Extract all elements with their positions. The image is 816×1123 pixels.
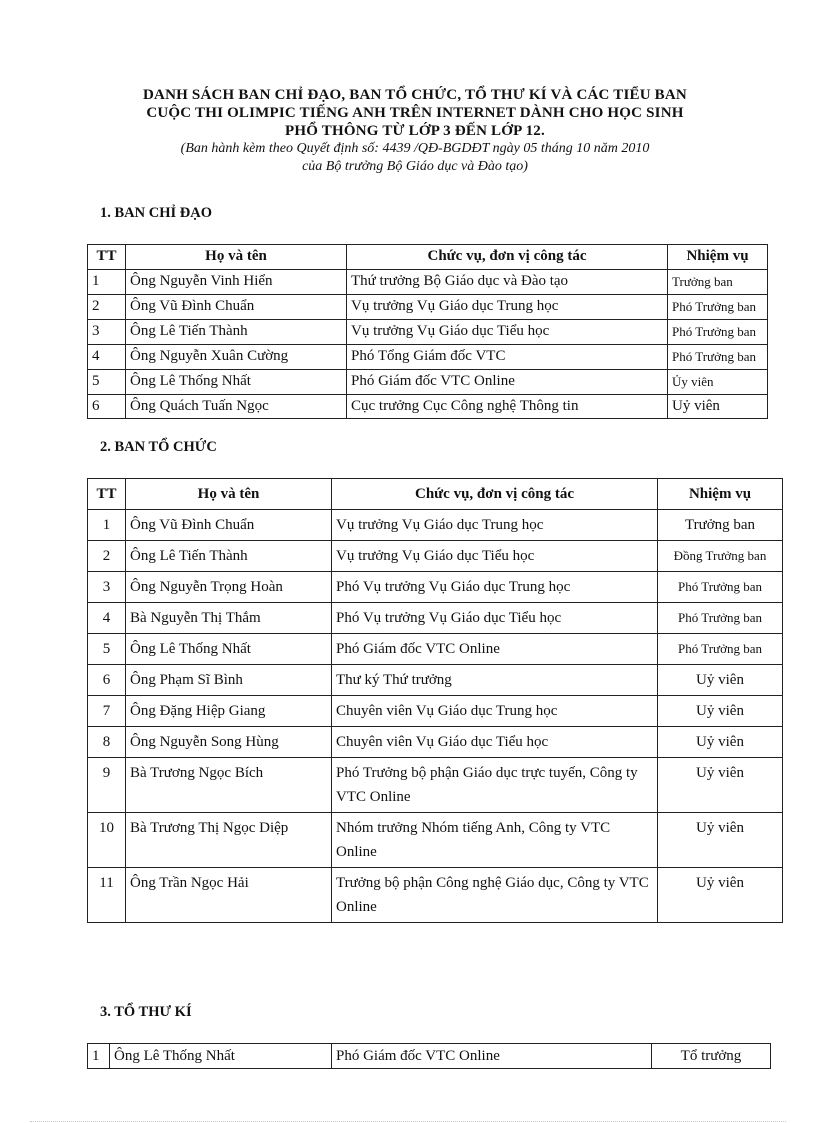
cell-role: Ủy viên bbox=[668, 369, 768, 394]
document-title-block bbox=[60, 86, 770, 176]
table-header-row bbox=[88, 479, 783, 510]
cell-position: Phó Trưởng bộ phận Giáo dục trực tuyến, Công ty VTC Online bbox=[332, 758, 658, 813]
cell-role: Uỷ viên bbox=[658, 696, 783, 727]
cell-name: Ông Vũ Đình Chuẩn bbox=[126, 510, 332, 541]
cell-tt: 1 bbox=[88, 510, 126, 541]
steering-committee-table bbox=[87, 244, 768, 419]
table-row bbox=[88, 369, 768, 394]
table-row bbox=[88, 394, 768, 419]
cell-position: Phó Giám đốc VTC Online bbox=[332, 634, 658, 665]
table-row bbox=[88, 634, 783, 665]
cell-role: Trưởng ban bbox=[658, 510, 783, 541]
title-line-3: PHỔ THÔNG TỪ LỚP 3 ĐẾN LỚP 12. bbox=[285, 123, 545, 139]
cell-tt: 5 bbox=[88, 369, 126, 394]
cell-tt: 11 bbox=[88, 868, 126, 923]
cell-tt: 3 bbox=[88, 572, 126, 603]
cell-role: Phó Trưởng ban bbox=[668, 344, 768, 369]
cell-name: Ông Lê Thống Nhất bbox=[126, 634, 332, 665]
column-header-tt: TT bbox=[88, 245, 126, 270]
cell-role: Uỷ viên bbox=[668, 394, 768, 419]
cell-name: Ông Nguyễn Xuân Cường bbox=[126, 344, 347, 369]
cell-position: Phó Tổng Giám đốc VTC bbox=[347, 344, 668, 369]
table-row bbox=[88, 541, 783, 572]
cell-tt: 1 bbox=[88, 269, 126, 294]
cell-name: Ông Lê Thống Nhất bbox=[110, 1044, 332, 1069]
table-row bbox=[88, 344, 768, 369]
table-header-row bbox=[88, 245, 768, 270]
table-row bbox=[88, 727, 783, 758]
cell-position: Vụ trưởng Vụ Giáo dục Trung học bbox=[347, 294, 668, 319]
table-row bbox=[88, 294, 768, 319]
cell-tt: 8 bbox=[88, 727, 126, 758]
subtitle-line-2: của Bộ trưởng Bộ Giáo dục và Đào tạo) bbox=[302, 159, 528, 174]
cell-tt: 2 bbox=[88, 294, 126, 319]
cell-position: Chuyên viên Vụ Giáo dục Tiểu học bbox=[332, 727, 658, 758]
section-2-heading: 2. BAN TỔ CHỨC bbox=[100, 439, 217, 455]
table-row bbox=[88, 319, 768, 344]
cell-role: Phó Trưởng ban bbox=[668, 319, 768, 344]
cell-role: Đồng Trưởng ban bbox=[658, 541, 783, 572]
column-header-position: Chức vụ, đơn vị công tác bbox=[347, 245, 668, 270]
cell-position: Phó Giám đốc VTC Online bbox=[347, 369, 668, 394]
secretariat-table bbox=[87, 1043, 771, 1069]
column-header-role: Nhiệm vụ bbox=[658, 479, 783, 510]
cell-role: Phó Trưởng ban bbox=[668, 294, 768, 319]
cell-name: Ông Nguyễn Song Hùng bbox=[126, 727, 332, 758]
cell-name: Ông Phạm Sĩ Bình bbox=[126, 665, 332, 696]
cell-tt: 4 bbox=[88, 344, 126, 369]
cell-tt: 6 bbox=[88, 394, 126, 419]
subtitle-line-1: (Ban hành kèm theo Quyết định số: 4439 /QĐ-BGDĐT ngày 05 tháng 10 năm 2010 bbox=[180, 141, 650, 156]
cell-tt: 4 bbox=[88, 603, 126, 634]
column-header-position: Chức vụ, đơn vị công tác bbox=[332, 479, 658, 510]
cell-tt: 5 bbox=[88, 634, 126, 665]
column-header-name: Họ và tên bbox=[126, 479, 332, 510]
cell-role: Phó Trưởng ban bbox=[658, 603, 783, 634]
cell-name: Bà Nguyễn Thị Thắm bbox=[126, 603, 332, 634]
table-row bbox=[88, 813, 783, 868]
cell-position: Trưởng bộ phận Công nghệ Giáo dục, Công ty VTC Online bbox=[332, 868, 658, 923]
cell-name: Ông Nguyễn Vinh Hiển bbox=[126, 269, 347, 294]
cell-tt: 6 bbox=[88, 665, 126, 696]
cell-tt: 2 bbox=[88, 541, 126, 572]
cell-name: Ông Trần Ngọc Hải bbox=[126, 868, 332, 923]
cell-name: Ông Lê Thống Nhất bbox=[126, 369, 347, 394]
table-row bbox=[88, 510, 783, 541]
cell-tt: 10 bbox=[88, 813, 126, 868]
cell-position: Vụ trưởng Vụ Giáo dục Tiểu học bbox=[332, 541, 658, 572]
cell-name: Ông Vũ Đình Chuẩn bbox=[126, 294, 347, 319]
cell-role: Uỷ viên bbox=[658, 665, 783, 696]
cell-tt: 1 bbox=[88, 1044, 110, 1069]
cell-role: Uỷ viên bbox=[658, 758, 783, 813]
section-1-heading: 1. BAN CHỈ ĐẠO bbox=[100, 205, 212, 221]
cell-name: Ông Lê Tiến Thành bbox=[126, 319, 347, 344]
cell-position: Thứ trưởng Bộ Giáo dục và Đào tạo bbox=[347, 269, 668, 294]
table-row bbox=[88, 868, 783, 923]
organizing-committee-table bbox=[87, 478, 783, 923]
cell-name: Bà Trương Thị Ngọc Diệp bbox=[126, 813, 332, 868]
section-3-heading: 3. TỔ THƯ KÍ bbox=[100, 1004, 192, 1020]
cell-tt: 9 bbox=[88, 758, 126, 813]
cell-position: Cục trưởng Cục Công nghệ Thông tin bbox=[347, 394, 668, 419]
column-header-name: Họ và tên bbox=[126, 245, 347, 270]
cell-name: Bà Trương Ngọc Bích bbox=[126, 758, 332, 813]
cell-position: Vụ trưởng Vụ Giáo dục Trung học bbox=[332, 510, 658, 541]
table-row bbox=[88, 269, 768, 294]
cell-tt: 3 bbox=[88, 319, 126, 344]
cell-name: Ông Nguyễn Trọng Hoàn bbox=[126, 572, 332, 603]
cell-position: Phó Vụ trưởng Vụ Giáo dục Tiểu học bbox=[332, 603, 658, 634]
cell-name: Ông Quách Tuấn Ngọc bbox=[126, 394, 347, 419]
cell-role: Uỷ viên bbox=[658, 868, 783, 923]
cell-position: Chuyên viên Vụ Giáo dục Trung học bbox=[332, 696, 658, 727]
column-header-tt: TT bbox=[88, 479, 126, 510]
cell-position: Phó Giám đốc VTC Online bbox=[332, 1044, 652, 1069]
column-header-role: Nhiệm vụ bbox=[668, 245, 768, 270]
table-row bbox=[88, 758, 783, 813]
table-row bbox=[88, 696, 783, 727]
page-bottom-divider bbox=[30, 1121, 786, 1122]
cell-role: Uỷ viên bbox=[658, 813, 783, 868]
cell-name: Ông Lê Tiến Thành bbox=[126, 541, 332, 572]
cell-role: Phó Trưởng ban bbox=[658, 634, 783, 665]
table-row bbox=[88, 665, 783, 696]
title-line-1: DANH SÁCH BAN CHỈ ĐẠO, BAN TỔ CHỨC, TỔ THƯ KÍ VÀ CÁC TIỂU BAN bbox=[143, 87, 687, 103]
table-row bbox=[88, 603, 783, 634]
table-row bbox=[88, 572, 783, 603]
cell-role: Trưởng ban bbox=[668, 269, 768, 294]
cell-position: Vụ trưởng Vụ Giáo dục Tiểu học bbox=[347, 319, 668, 344]
title-line-2: CUỘC THI OLIMPIC TIẾNG ANH TRÊN INTERNET DÀNH CHO HỌC SINH bbox=[146, 105, 684, 121]
cell-position: Phó Vụ trưởng Vụ Giáo dục Trung học bbox=[332, 572, 658, 603]
cell-position: Nhóm trưởng Nhóm tiếng Anh, Công ty VTC Online bbox=[332, 813, 658, 868]
cell-role: Phó Trưởng ban bbox=[658, 572, 783, 603]
cell-position: Thư ký Thứ trưởng bbox=[332, 665, 658, 696]
cell-tt: 7 bbox=[88, 696, 126, 727]
table-row bbox=[88, 1044, 771, 1069]
cell-role: Tổ trưởng bbox=[652, 1044, 771, 1069]
cell-name: Ông Đặng Hiệp Giang bbox=[126, 696, 332, 727]
cell-role: Uỷ viên bbox=[658, 727, 783, 758]
